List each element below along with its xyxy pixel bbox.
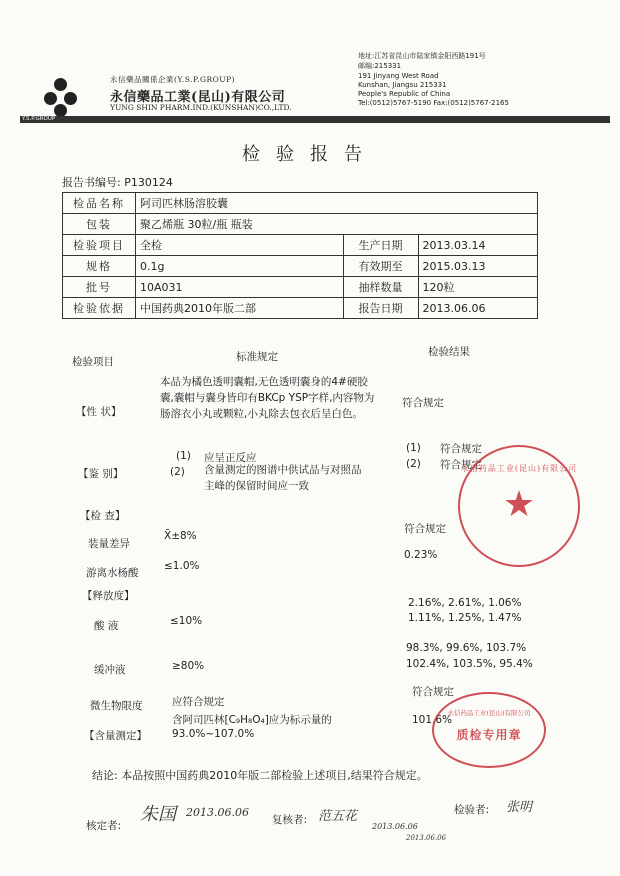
salicylic-acid-label: 游离水杨酸	[86, 567, 139, 579]
item-value: 全检	[136, 235, 344, 256]
package-label: 包装	[63, 214, 136, 235]
appearance-result: 符合规定	[402, 397, 444, 409]
qa-seal-stamp	[432, 692, 546, 768]
identification-res2: 符合规定	[440, 459, 482, 471]
microbial-standard: 应符合规定	[172, 696, 225, 708]
company-seal-stamp	[458, 445, 580, 567]
qa-seal-company: 永信药品工业(昆山)有限公司	[447, 709, 531, 717]
inspector-signature: 张明	[506, 800, 533, 815]
star-icon: ★	[502, 484, 536, 525]
band-label: Y.S.P.GROUP	[22, 116, 56, 122]
identification-std2: 含量测定的图谱中供试品与对照品主峰的保留时间应一致	[204, 464, 362, 492]
weight-variation-result: 符合规定	[404, 523, 446, 535]
page-title: 检验报告	[242, 144, 378, 165]
table-row	[63, 235, 538, 256]
sample-label: 抽样数量	[343, 277, 418, 298]
appearance-standard: 本品为橘色透明囊帽,无色透明囊身的4#硬胶囊,囊帽与囊身皆印有BKCp YSP字样,内容物为肠溶衣小丸或颗粒,小丸除去包衣后呈白色。	[160, 376, 375, 420]
assay-standard-1: 含阿司匹林[C₉H₈O₄]应为标示量的	[172, 714, 332, 726]
batch-label: 批号	[63, 277, 136, 298]
address-line: 地址:江苏省昆山市陆家镇金阳西路191号	[358, 52, 486, 60]
reviewer-label: 复核者:	[272, 814, 308, 826]
buffer-label: 缓冲液	[94, 664, 126, 676]
table-row	[63, 193, 538, 214]
address-line: Kunshan, Jiangsu 215331	[358, 81, 447, 89]
address-line: People's Republic of China	[358, 90, 451, 98]
column-header-item: 检验项目	[72, 356, 114, 368]
section-appearance-label: 【性 状】	[76, 406, 122, 418]
report-number	[62, 174, 173, 190]
basis-value: 中国药典2010年版二部	[136, 298, 344, 319]
company-name-en: YUNG SHIN PHARM.IND.(KUNSHAN)CO.,LTD.	[110, 103, 292, 112]
inspector-label: 检验者:	[454, 804, 490, 816]
item-label: 检验项目	[63, 235, 136, 256]
salicylic-acid-standard: ≤1.0%	[164, 560, 200, 572]
assay-standard-2: 93.0%~107.0%	[172, 728, 255, 740]
reviewer-date: 2013.06.06	[372, 822, 418, 831]
column-header-standard: 标准规定	[236, 351, 278, 363]
salicylic-acid-result: 0.23%	[404, 549, 438, 561]
conclusion: 结论: 本品按照中国药典2010年版二部检验上述项目,结果符合规定。	[92, 769, 428, 782]
report-date-label: 报告日期	[343, 298, 418, 319]
product-value: 阿司匹林肠溶胶囊	[136, 193, 538, 214]
report-number-value: P130124	[124, 176, 173, 189]
column-header-result: 检验结果	[428, 346, 470, 358]
identification-std2-no: (2)	[170, 466, 185, 478]
buffer-result-2: 102.4%, 103.5%, 95.4%	[406, 658, 533, 670]
identification-std1: 应呈正反应	[204, 452, 257, 464]
buffer-standard: ≥80%	[172, 660, 205, 672]
company-logo-icon	[44, 78, 78, 118]
section-release-label: 【释放度】	[82, 590, 135, 602]
identification-res1-no: (1)	[406, 442, 421, 454]
microbial-result: 符合规定	[412, 686, 454, 698]
expiry-value: 2015.03.13	[418, 256, 538, 277]
section-assay-label: 【含量测定】	[84, 730, 147, 742]
letterhead-band	[20, 116, 610, 123]
table-row	[63, 256, 538, 277]
group-name: 永信藥品關係企業(Y.S.P.GROUP)	[110, 75, 236, 84]
table-row	[63, 298, 538, 319]
table-row	[63, 214, 538, 235]
address-line: Tel:(0512)5767-5190 Fax:(0512)5767-2165	[358, 99, 509, 107]
buffer-result-1: 98.3%, 99.6%, 103.7%	[406, 642, 527, 654]
qa-seal-text: 质检专用章	[456, 728, 522, 742]
mfg-date-value: 2013.03.14	[418, 235, 538, 256]
assay-result: 101.6%	[412, 714, 453, 726]
expiry-label: 有效期至	[343, 256, 418, 277]
sample-value: 120粒	[418, 277, 538, 298]
report-date-value: 2013.06.06	[418, 298, 538, 319]
company-name-cn: 永信藥品工業(昆山)有限公司	[110, 90, 286, 105]
report-number-label: 报告书编号:	[62, 176, 121, 189]
weight-variation-standard: X̄±8%	[164, 530, 197, 542]
acid-result-2: 1.11%, 1.25%, 1.47%	[408, 612, 522, 624]
basis-label: 检验依据	[63, 298, 136, 319]
identification-res1: 符合规定	[440, 443, 482, 455]
acid-result-1: 2.16%, 2.61%, 1.06%	[408, 597, 522, 609]
reviewer-signature: 范五花	[318, 809, 358, 824]
identification-res2-no: (2)	[406, 458, 421, 470]
identification-std1-no: (1)	[176, 450, 191, 462]
acid-label: 酸 液	[94, 620, 119, 632]
spec-value: 0.1g	[136, 256, 344, 277]
spec-label: 规格	[63, 256, 136, 277]
section-inspection-label: 【检 查】	[80, 510, 126, 522]
seal-text: 永信药品工业(昆山)有限公司	[460, 464, 578, 473]
package-value: 聚乙烯瓶 30粒/瓶 瓶装	[136, 214, 538, 235]
table-row	[63, 277, 538, 298]
extra-date: 2013.06.06	[406, 834, 447, 842]
section-identification-label: 【鉴 别】	[78, 468, 124, 480]
verifier-label: 核定者:	[86, 820, 122, 832]
verifier-date: 2013.06.06	[186, 806, 249, 819]
address-line: 191 Jinyang West Road	[358, 72, 439, 80]
weight-variation-label: 装量差异	[88, 538, 130, 550]
acid-standard: ≤10%	[170, 615, 203, 627]
product-label: 检品名称	[63, 193, 136, 214]
mfg-date-label: 生产日期	[343, 235, 418, 256]
verifier-signature: 朱国	[140, 804, 176, 825]
batch-value: 10A031	[136, 277, 344, 298]
microbial-label: 微生物限度	[90, 700, 143, 712]
address-line: 邮编:215331	[358, 62, 402, 70]
info-table	[62, 192, 538, 319]
